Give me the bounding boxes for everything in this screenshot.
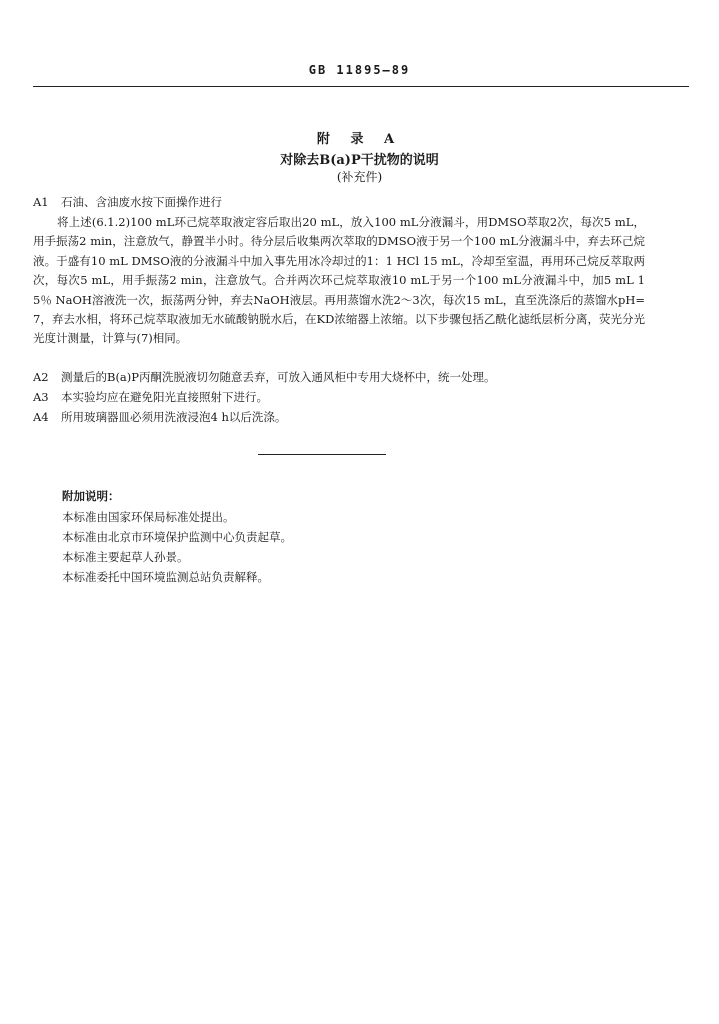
section-a1-heading — [33, 193, 689, 213]
standard-number: GB 11895—89 — [308, 63, 411, 77]
section-a1-number: A1 — [33, 195, 49, 209]
note-line: 本标准主要起草人孙景。 — [62, 550, 189, 564]
note-line: 本标准委托中国环境监测总站负责解释。 — [62, 570, 269, 584]
appendix-heading: 附 录 A — [316, 132, 403, 147]
note-line: 本标准由北京市环境保护监测中心负责起草。 — [62, 530, 292, 544]
notes-title: 附加说明： — [62, 489, 120, 503]
appendix-note: (补充件) — [336, 170, 383, 184]
appendix-subtitle: 对除去B(a)P干扰物的说明 — [280, 153, 439, 168]
section-a4-text: 所用玻璃器皿必须用洗液浸泡4 h以后洗涤。 — [61, 410, 287, 424]
section-a2-number: A2 — [33, 370, 49, 384]
section-a2 — [33, 368, 673, 387]
section-a4 — [33, 408, 673, 427]
section-a3 — [33, 388, 673, 407]
note-line: 本标准由国家环保局标准处提出。 — [62, 510, 235, 524]
section-a3-text: 本实验均应在避免阳光直接照射下进行。 — [61, 390, 268, 404]
section-a1-paragraph: 将上述(6.1.2)100 mL环己烷萃取液定容后取出20 mL，放入100 mL分液漏斗，用DMSO萃取2次，每次5 mL，用手振荡2 min，注意放气，静置半小时。待分层后收集两次萃取的DMSO液于另一个100 mL分液漏斗中，弃去环己烷液。于盛有10 mL DMSO液的分液漏斗中加入事先用冰冷却过的1：1 HCl 15 mL，冷却至室温，再用环己烷反萃取两次，每次5 mL，用手振荡2 min，注意放气。合并两次环己烷萃取液10 mL于另一个100 mL分液漏斗中，加5 mL 15％ NaOH溶液洗一次，振荡两分钟，弃去NaOH液层。再用蒸馏水洗2～3次，每次15 mL，直至洗涤后的蒸馏水pH=7，弃去水相，将环己烷萃取液加无水硫酸钠脱水后，在KD浓缩器上浓缩。以下步骤包括乙酰化滤纸层析分离，荧光分光光度计测量，计算与(7)相同。 — [33, 215, 645, 346]
section-a3-number: A3 — [33, 390, 49, 404]
header-rule — [33, 86, 689, 87]
section-a1-title: 石油、含油废水按下面操作进行 — [61, 195, 222, 209]
section-a4-number: A4 — [33, 410, 49, 424]
section-divider — [258, 454, 386, 455]
section-a2-text: 测量后的B(a)P丙酮洗脱液切勿随意丢弃，可放入通风柜中专用大烧杯中，统一处理。 — [61, 370, 496, 384]
